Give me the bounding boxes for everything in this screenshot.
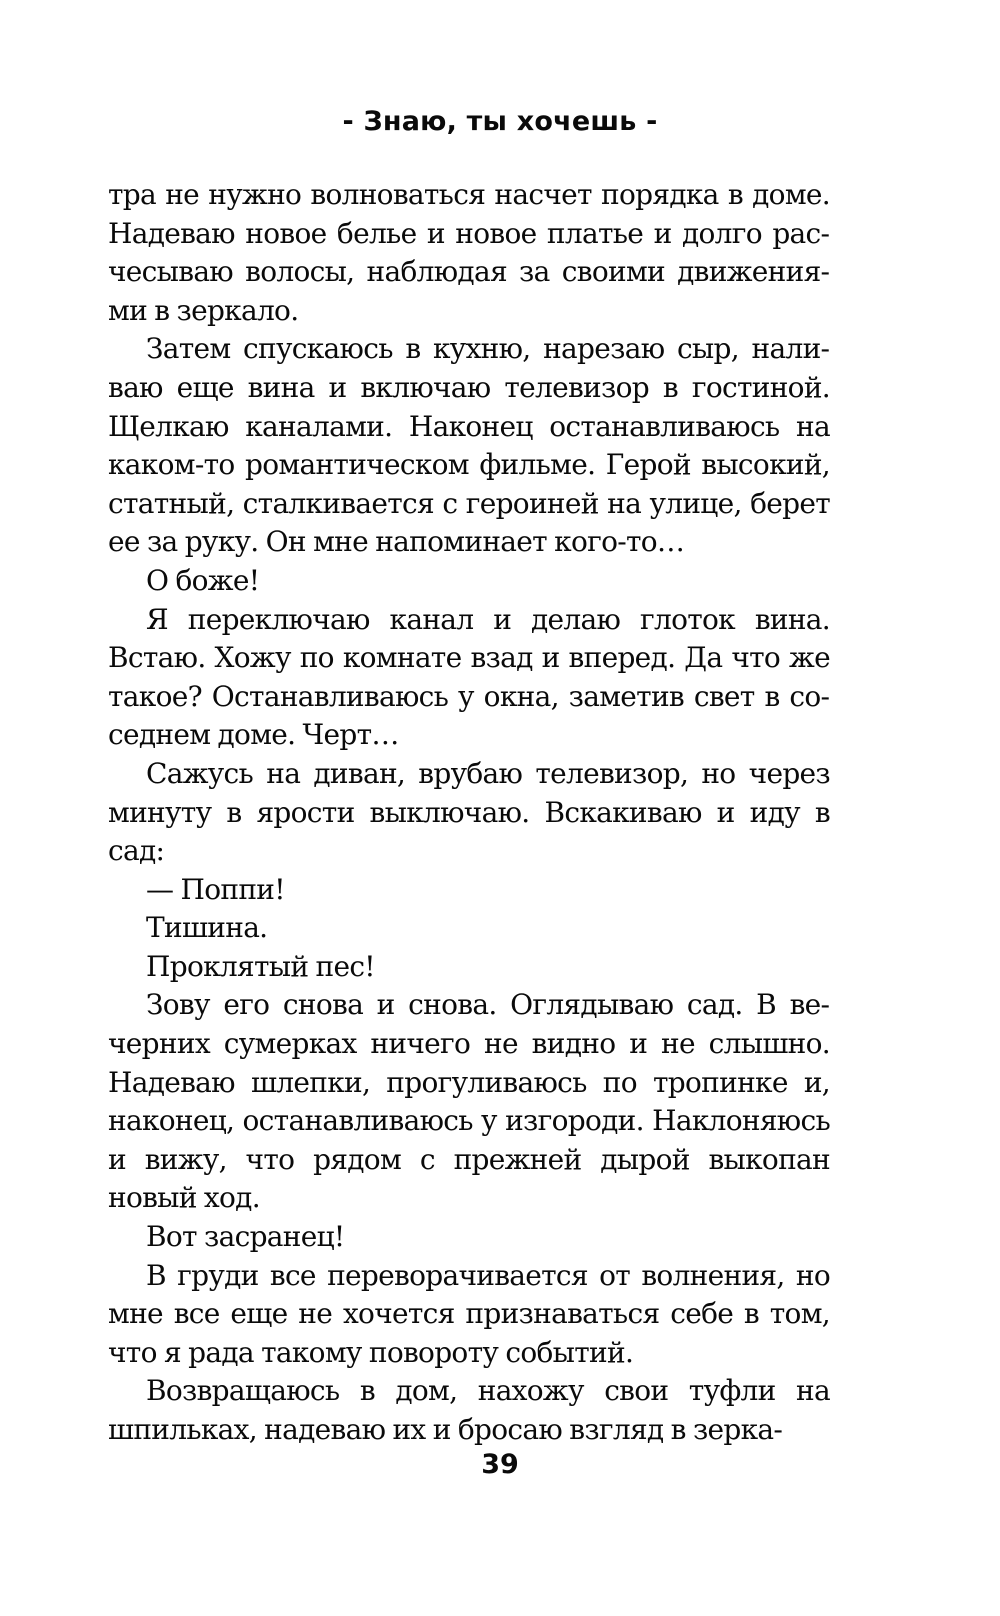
paragraph: Зову его снова и снова. Оглядываю сад. В вечерних сумерках ничего не видно и не слышно. Надеваю шлепки, прогуливаюсь по тропинке и, наконец, останавливаюсь у изгороди. Наклоняюсь и вижу, что рядом с прежней дырой выкопан новый ход. — [108, 988, 830, 1215]
paragraph: О боже! — [146, 563, 260, 597]
paragraph: Я переключаю канал и делаю глоток вина. Встаю. Хожу по комнате взад и вперед. Да что же такое? Останавливаюсь у окна, заметив свет в соседнем доме. Черт… — [108, 602, 830, 752]
paragraph: тра не нужно волноваться насчет порядка в доме. Надеваю новое белье и новое платье и долго расчесываю волосы, наблюдая за своими движениями в зеркало. — [108, 178, 830, 327]
paragraph: Тишина. — [146, 911, 268, 945]
paragraph: Вот засранец! — [146, 1220, 345, 1254]
paragraph: Возвращаюсь в дом, нахожу свои туфли на шпильках, надеваю их и бросаю взгляд в зерка- — [108, 1374, 830, 1446]
body-text — [108, 176, 830, 1450]
dialogue-line: — Поппи! — [146, 872, 285, 906]
running-title: - Знаю, ты хочешь - — [342, 106, 658, 137]
paragraph: Проклятый пес! — [146, 949, 375, 983]
paragraph: Затем спускаюсь в кухню, нарезаю сыр, наливаю еще вина и включаю телевизор в гостиной. Щелкаю каналами. Наконец останавливаюсь на каком-то романтическом фильме. Герой высокий, статный, сталкивается с героиней на улице, берет ее за руку. Он мне напоминает кого-то… — [108, 332, 830, 559]
paragraph: Сажусь на диван, врубаю телевизор, но через минуту в ярости выключаю. Вскакиваю и иду в сад: — [108, 756, 830, 868]
paragraph: В груди все переворачивается от волнения, но мне все еще не хочется признаваться себе в том, что я рада такому повороту событий. — [108, 1258, 830, 1369]
page-number: 39 — [481, 1449, 519, 1480]
